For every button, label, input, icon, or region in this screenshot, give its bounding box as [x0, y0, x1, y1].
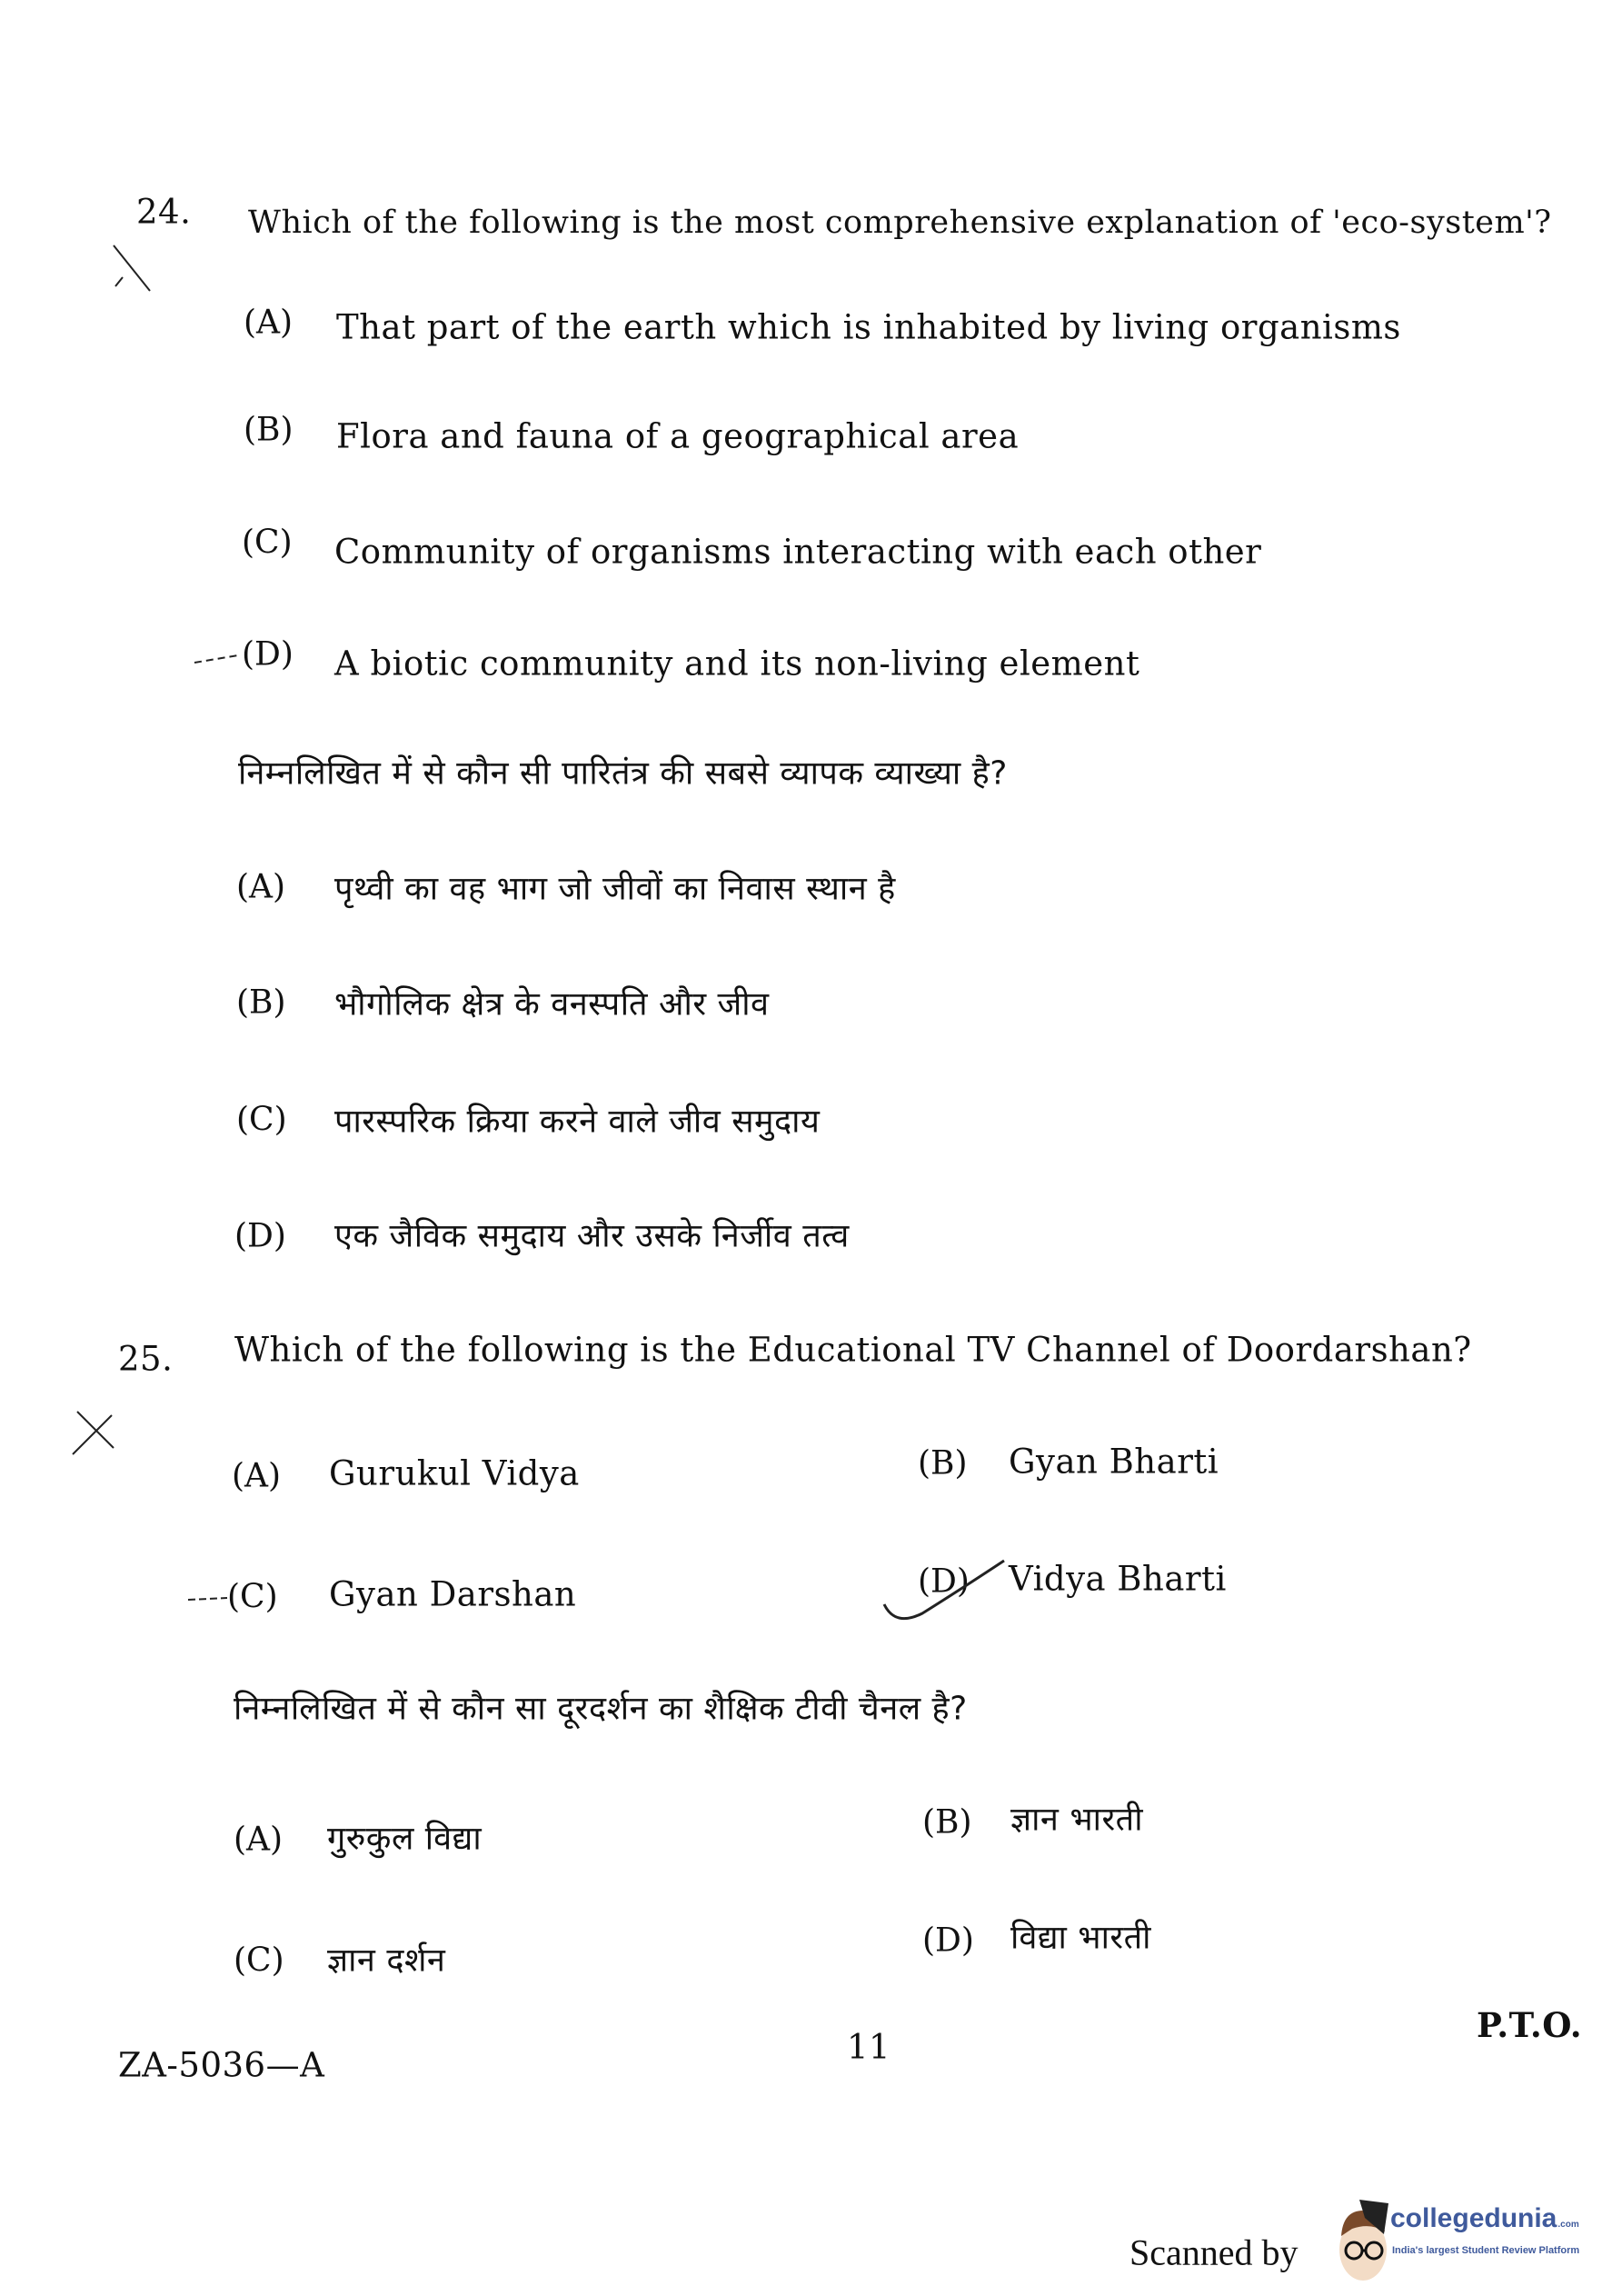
page-number: 11 — [847, 2027, 891, 2067]
mascot-icon — [1336, 2191, 1390, 2291]
answer-tick-mark-icon — [193, 650, 243, 668]
option-text-hindi: पृथ्वी का वह भाग जो जीवों का निवास स्थान है — [334, 870, 896, 908]
question-text: Which of the following is the Educational TV Channel of Doordarshan? — [234, 1330, 1472, 1370]
option-label: (C) — [227, 1578, 278, 1616]
option-text: That part of the earth which is inhabited by living organisms — [336, 307, 1401, 347]
paper-code: ZA-5036—A — [118, 2045, 325, 2085]
scanned-by-label: Scanned by — [1129, 2231, 1299, 2273]
option-label: (C) — [234, 1942, 284, 1980]
question-number: 25. — [118, 1339, 174, 1379]
option-text-hindi: गुरुकुल विद्या — [327, 1820, 483, 1858]
brand-tagline: India's largest Student Review Platform — [1392, 2245, 1580, 2256]
option-text-hindi: एक जैविक समुदाय और उसके निर्जीव तत्व — [334, 1217, 850, 1255]
option-text: Gyan Bharti — [1009, 1442, 1219, 1482]
option-text: Community of organisms interacting with each other — [334, 532, 1262, 572]
option-label: (A) — [244, 304, 294, 342]
option-text: Flora and fauna of a geographical area — [336, 416, 1020, 456]
collegedunia-logo — [1336, 2191, 1608, 2291]
option-label: (B) — [918, 1444, 968, 1482]
option-text: Gurukul Vidya — [329, 1453, 580, 1493]
option-text-hindi: विद्या भारती — [1010, 1919, 1151, 1957]
answer-tick-mark-icon — [186, 1591, 232, 1605]
option-label: (B) — [236, 983, 286, 1022]
option-text: Gyan Darshan — [329, 1574, 577, 1614]
tick-mark-icon — [877, 1550, 1013, 1632]
question-text: Which of the following is the most comprehensive explanation of 'eco-system'? — [248, 205, 1552, 241]
question-text-hindi: निम्नलिखित में से कौन सा दूरदर्शन का शैक्षिक टीवी चैनल है? — [234, 1690, 968, 1728]
cross-mark-icon — [104, 241, 159, 295]
pto-label: P.T.O. — [1477, 2005, 1583, 2045]
option-text: Vidya Bharti — [1009, 1559, 1227, 1599]
question-text-hindi: निम्नलिखित में से कौन सी पारितंत्र की सबसे व्यापक व्याख्या है? — [238, 754, 1008, 793]
option-label: (D) — [918, 1562, 970, 1601]
cross-mark-icon — [68, 1404, 123, 1459]
option-label: (B) — [922, 1803, 972, 1842]
option-text: A biotic community and its non-living element — [334, 644, 1140, 684]
option-label: (C) — [242, 524, 293, 562]
option-label: (A) — [234, 1821, 284, 1859]
option-label: (D) — [234, 1217, 286, 1255]
brand-suffix: .com — [1557, 2220, 1579, 2230]
option-text-hindi: पारस्परिक क्रिया करने वाले जीव समुदाय — [334, 1103, 821, 1141]
question-number: 24. — [136, 192, 192, 232]
option-text-hindi: ज्ञान भारती — [1010, 1801, 1144, 1839]
option-label: (A) — [232, 1457, 282, 1495]
option-label: (C) — [236, 1101, 287, 1139]
option-text-hindi: ज्ञान दर्शन — [327, 1942, 446, 1980]
option-label: (B) — [244, 411, 294, 449]
option-label: (D) — [922, 1922, 974, 1960]
option-label: (A) — [236, 868, 286, 906]
option-text-hindi: भौगोलिक क्षेत्र के वनस्पति और जीव — [334, 985, 770, 1023]
brand-name: collegedunia — [1390, 2203, 1557, 2233]
option-label: (D) — [242, 635, 294, 674]
